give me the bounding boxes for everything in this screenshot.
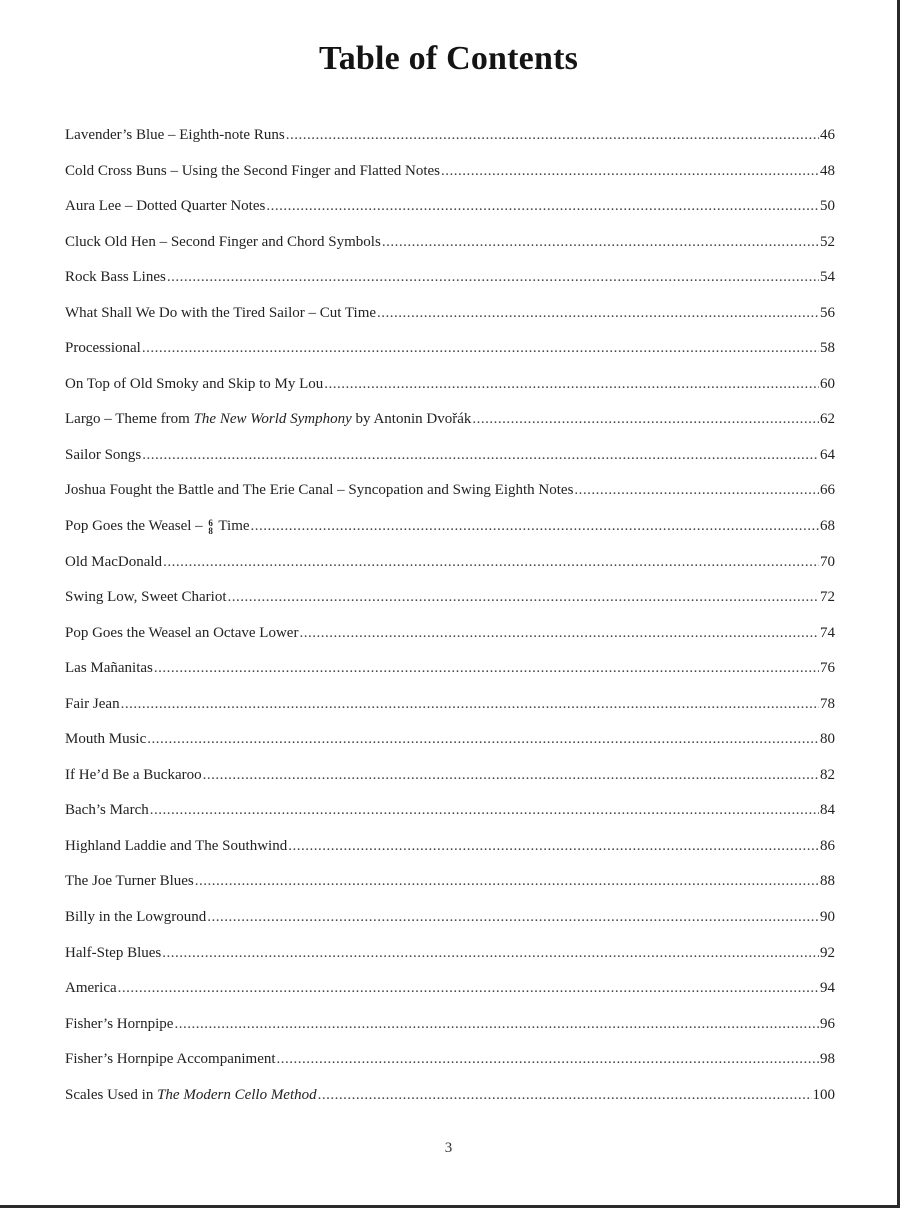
- toc-entry-title-part: by Antonin Dvořák: [351, 411, 472, 428]
- toc-entry-title: Old MacDonald: [65, 553, 163, 570]
- toc-entry-page: 58: [820, 340, 835, 357]
- dot-leader: [147, 722, 819, 758]
- toc-entry-title-part: Largo – Theme from: [65, 411, 194, 428]
- toc-entry-page: 88: [820, 873, 835, 890]
- toc-entry: [65, 687, 835, 723]
- toc-entry: [65, 864, 835, 900]
- toc-entry-page: 64: [820, 446, 835, 463]
- toc-entry-title: Pop Goes the Weasel an Octave Lower: [65, 624, 299, 641]
- toc-entry-title: Billy in the Lowground: [65, 909, 207, 926]
- toc-entry-title: Joshua Fought the Battle and The Erie Canal – Syncopation and Swing Eighth Notes: [65, 482, 574, 499]
- dot-leader: [266, 189, 819, 225]
- toc-entry-page: 100: [812, 1086, 835, 1103]
- toc-entry-page: 74: [820, 624, 835, 641]
- time-signature-top: 6: [208, 517, 213, 528]
- toc-entry-page: 72: [820, 589, 835, 606]
- toc-entry: [65, 1042, 835, 1078]
- toc-entry-page: 62: [820, 411, 835, 428]
- toc-entry-page: 98: [820, 1051, 835, 1068]
- toc-entry-page: 48: [820, 162, 835, 179]
- toc-entry: [65, 438, 835, 474]
- dot-leader: [142, 438, 819, 474]
- toc-entry-page: 54: [820, 269, 835, 286]
- toc-entry-title: [65, 402, 471, 438]
- dot-leader: [207, 900, 819, 936]
- time-signature-bottom: 8: [208, 525, 213, 536]
- toc-entry-title: Fisher’s Hornpipe: [65, 1015, 174, 1032]
- toc-entry-title: Bach’s March: [65, 802, 149, 819]
- toc-entry: [65, 296, 835, 332]
- toc-entry-page: 78: [820, 695, 835, 712]
- toc-entry: [65, 154, 835, 190]
- dot-leader: [574, 473, 819, 509]
- dot-leader: [162, 936, 819, 972]
- dot-leader: [441, 154, 819, 190]
- toc-entry-page: 92: [820, 944, 835, 961]
- toc-entry-page: 52: [820, 233, 835, 250]
- dot-leader: [318, 1078, 812, 1114]
- dot-leader: [382, 225, 819, 261]
- toc-entry-title: Cluck Old Hen – Second Finger and Chord Symbols: [65, 233, 381, 250]
- toc-entry-title: If He’d Be a Buckaroo: [65, 766, 202, 783]
- toc-entry: [65, 260, 835, 296]
- toc-entry: [65, 758, 835, 794]
- toc-entry-page: 90: [820, 909, 835, 926]
- toc-entry-title: The Joe Turner Blues: [65, 873, 194, 890]
- toc-entry-title-part: Pop Goes the Weasel –: [65, 518, 207, 535]
- toc-entry-title: Aura Lee – Dotted Quarter Notes: [65, 198, 266, 215]
- toc-entry-title-part: Scales Used in: [65, 1086, 158, 1103]
- dot-leader: [121, 687, 819, 723]
- toc-entry: [65, 580, 835, 616]
- toc-entry-page: 46: [820, 127, 835, 143]
- page-number: 3: [444, 1140, 453, 1156]
- dot-leader: [195, 864, 819, 900]
- dot-leader: [324, 367, 819, 403]
- toc-entry: [65, 402, 835, 438]
- toc-entry-title: Swing Low, Sweet Chariot: [65, 589, 227, 606]
- toc-entry-title: What Shall We Do with the Tired Sailor – Cut Time: [65, 304, 377, 321]
- toc-entry: [65, 225, 835, 261]
- dot-leader: [228, 580, 819, 616]
- toc-entry-page: 82: [820, 766, 835, 783]
- toc-entry-title: [65, 509, 250, 545]
- toc-entry-title: Lavender’s Blue – Eighth-note Runs: [65, 127, 285, 143]
- toc-entry: [65, 367, 835, 403]
- toc-entry-page: 96: [820, 1015, 835, 1032]
- toc-entry-page: 60: [820, 375, 835, 392]
- dot-leader: [377, 296, 819, 332]
- toc-entry-page: 80: [820, 731, 835, 748]
- dot-leader: [142, 331, 819, 367]
- dot-leader: [150, 793, 819, 829]
- toc-entry-page: 50: [820, 198, 835, 215]
- toc-entry: [65, 331, 835, 367]
- toc-entry-page: 56: [820, 304, 835, 321]
- toc-entry-title: Rock Bass Lines: [65, 269, 166, 286]
- table-of-contents: [65, 118, 835, 1113]
- toc-entry-title-italic: The New World Symphony: [193, 411, 352, 428]
- toc-entry-title: [65, 1078, 317, 1114]
- toc-entry: [65, 829, 835, 865]
- toc-entry: [65, 189, 835, 225]
- toc-entry-title: Half-Step Blues: [65, 944, 162, 961]
- toc-entry: [65, 616, 835, 652]
- toc-entry-title: Cold Cross Buns – Using the Second Finger and Flatted Notes: [65, 162, 440, 179]
- toc-entry-title-italic: The Modern Cello Method: [157, 1086, 317, 1103]
- toc-entry-title-part: Time: [214, 518, 250, 535]
- toc-entry: [65, 473, 835, 509]
- toc-entry-page: 70: [820, 553, 835, 570]
- dot-leader: [167, 260, 819, 296]
- toc-entry: [65, 900, 835, 936]
- toc-entry: [65, 793, 835, 829]
- toc-entry-title: Sailor Songs: [65, 446, 142, 463]
- dot-leader: [154, 651, 819, 687]
- dot-leader: [203, 758, 819, 794]
- toc-entry-title: Highland Laddie and The Southwind: [65, 837, 288, 854]
- dot-leader: [286, 118, 819, 154]
- toc-entry-title: Mouth Music: [65, 731, 147, 748]
- toc-entry: [65, 1078, 835, 1114]
- toc-entry-title: Processional: [65, 340, 141, 357]
- toc-entry-title: On Top of Old Smoky and Skip to My Lou: [65, 375, 324, 392]
- toc-entry: [65, 509, 835, 545]
- toc-entry-page: 94: [820, 980, 835, 997]
- toc-entry-title: Las Mañanitas: [65, 660, 153, 677]
- page-title: Table of Contents: [318, 40, 579, 77]
- dot-leader: [472, 402, 819, 438]
- toc-entry-title: America: [65, 980, 117, 997]
- toc-entry-page: 68: [820, 518, 835, 535]
- dot-leader: [288, 829, 819, 865]
- toc-entry-page: 66: [820, 482, 835, 499]
- dot-leader: [174, 1007, 819, 1043]
- dot-leader: [277, 1042, 819, 1078]
- time-signature: [208, 519, 213, 535]
- toc-entry-title: Fisher’s Hornpipe Accompaniment: [65, 1051, 276, 1068]
- dot-leader: [251, 509, 819, 545]
- toc-entry: [65, 936, 835, 972]
- toc-entry: [65, 971, 835, 1007]
- toc-entry-title: Fair Jean: [65, 695, 120, 712]
- dot-leader: [118, 971, 819, 1007]
- toc-entry: [65, 722, 835, 758]
- toc-entry: [65, 1007, 835, 1043]
- dot-leader: [163, 545, 819, 581]
- toc-entry: [65, 651, 835, 687]
- toc-entry: [65, 545, 835, 581]
- dot-leader: [299, 616, 819, 652]
- toc-entry: [65, 118, 835, 154]
- toc-entry-page: 76: [820, 660, 835, 677]
- toc-entry-page: 84: [820, 802, 835, 819]
- toc-entry-page: 86: [820, 837, 835, 854]
